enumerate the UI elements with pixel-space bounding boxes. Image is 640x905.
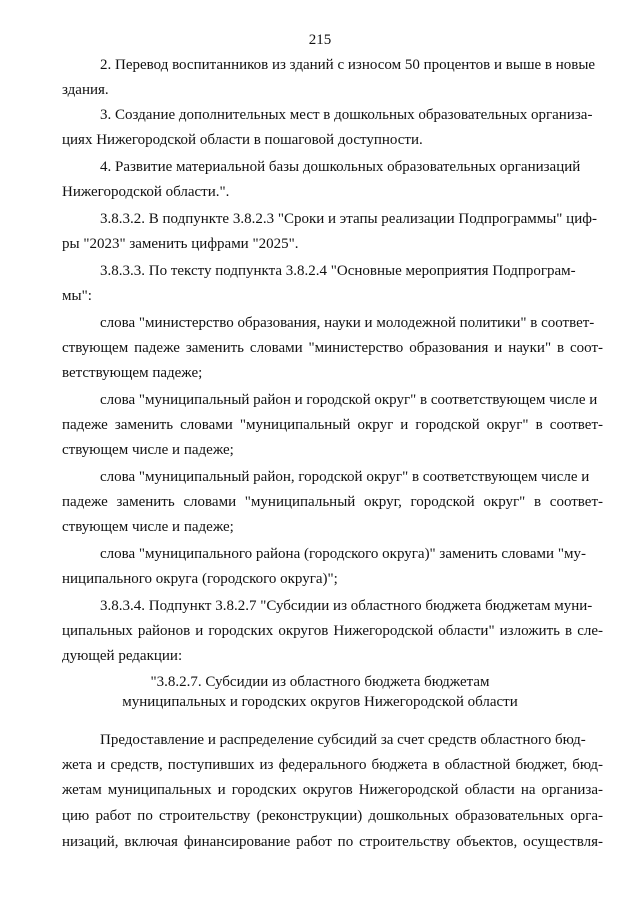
text-line: 3.8.3.4. Подпункт 3.8.2.7 "Субсидии из областного бюджета бюджетам муни- <box>100 598 593 614</box>
text-line: слова "муниципального района (городского округа)" заменить словами "му- <box>100 546 586 562</box>
text-line: ствующем числе и падеже; <box>62 442 234 458</box>
section-heading-line: "3.8.2.7. Субсидии из областного бюджета бюджетам <box>150 674 490 690</box>
text-line: жета и средств, поступивших из федерального бюджета в областной бюджет, бюд- <box>62 757 603 773</box>
page-number: 215 <box>308 32 332 48</box>
text-line: слова "муниципальный район, городской округ" в соответствующем числе и <box>100 469 590 485</box>
text-line: ветствующем падеже; <box>62 365 203 381</box>
text-line: слова "министерство образования, науки и молодежной политики" в соответ- <box>100 315 595 331</box>
text-line: ры "2023" заменить цифрами "2025". <box>62 236 299 252</box>
text-line: падеже заменить словами "муниципальный округ и городской округ" в соответ- <box>62 417 603 433</box>
text-line: 3. Создание дополнительных мест в дошкольных образовательных организа- <box>100 107 593 123</box>
text-line: 3.8.3.2. В подпункте 3.8.2.3 "Сроки и этапы реализации Подпрограммы" циф- <box>100 211 597 227</box>
text-line: дующей редакции: <box>62 648 183 664</box>
text-line: 3.8.3.3. По тексту подпункта 3.8.2.4 "Основные мероприятия Подпрограм- <box>100 263 576 279</box>
text-line: циях Нижегородской области в пошаговой доступности. <box>62 132 423 148</box>
text-line: Предоставление и распределение субсидий за счет средств областного бюд- <box>100 732 586 748</box>
text-line: 4. Развитие материальной базы дошкольных образовательных организаций <box>100 159 581 175</box>
text-line: ствующем падеже заменить словами "министерство образования и науки" в соот- <box>62 340 603 356</box>
text-line: 2. Перевод воспитанников из зданий с износом 50 процентов и выше в новые <box>100 57 596 73</box>
text-line: низаций, включая финансирование работ по строительству объектов, осуществля- <box>62 834 603 850</box>
text-line: мы": <box>62 288 92 304</box>
text-line: ниципального округа (городского округа)"; <box>62 571 338 587</box>
text-line: здания. <box>62 82 109 98</box>
text-line: жетам муниципальных и городских округов Нижегородской области на организа- <box>62 782 603 798</box>
text-line: падеже заменить словами "муниципальный округ, городской округ" в соответ- <box>62 494 603 510</box>
text-line: цию работ по строительству (реконструкции) дошкольных образовательных орга- <box>62 808 603 824</box>
section-heading-line: муниципальных и городских округов Нижегородской области <box>122 694 518 710</box>
text-line: слова "муниципальный район и городской округ" в соответствующем числе и <box>100 392 598 408</box>
text-line: ствующем числе и падеже; <box>62 519 234 535</box>
text-line: ципальных районов и городских округов Нижегородской области" изложить в сле- <box>62 623 603 639</box>
text-line: Нижегородской области.". <box>62 184 230 200</box>
